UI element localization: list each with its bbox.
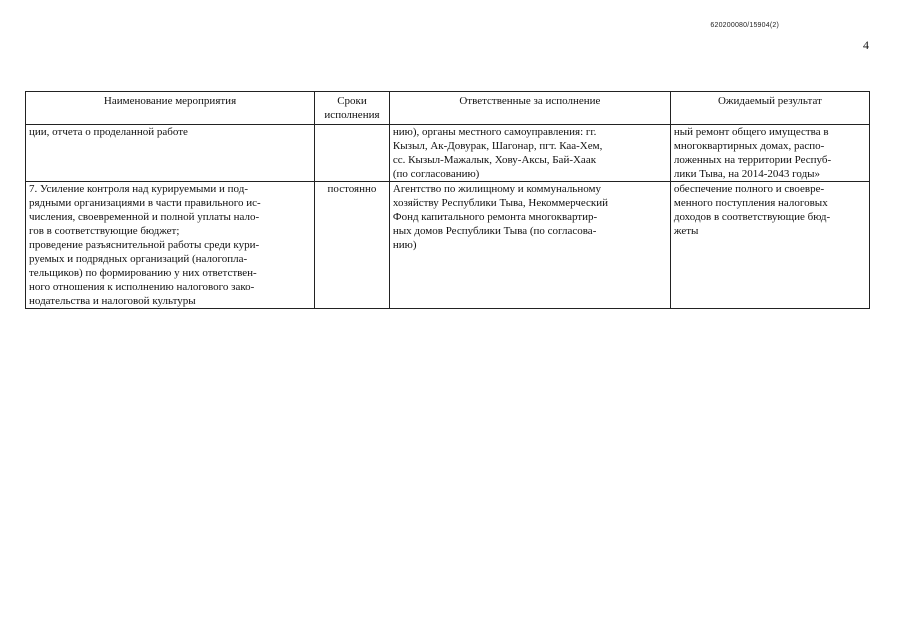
header-responsible: Ответственные за исполнение (389, 92, 670, 125)
events-table (25, 91, 870, 309)
event-name-cell: 7. Усиление контроля над курируемыми и под- рядными организациями в части правильного ис- числения, своевременной и полной уплаты нало- гов в соответствующие бюджет; проведение разъяснительной работы среди кури- руемых и подрядных организаций (налогопла- тельщиков) по формированию у них ответствен- ного отношения к исполнению налогового зако- нодательства и налоговой культуры (26, 182, 315, 309)
header-deadlines: Сроки исполнения (315, 92, 390, 125)
table-row (26, 125, 870, 182)
header-event-name: Наименование мероприятия (26, 92, 315, 125)
deadline-cell (315, 125, 390, 182)
document-code: 620200080/15904(2) (710, 22, 779, 29)
responsible-cell: Агентство по жилищному и коммунальному хозяйству Республики Тыва, Некоммерческий Фонд капитального ремонта многоквартир- ных домов Республики Тыва (по согласова- нию) (389, 182, 670, 309)
responsible-cell: нию), органы местного самоуправления: гг. Кызыл, Ак-Довурак, Шагонар, пгт. Каа-Хем, сс. Кызыл-Мажалык, Хову-Аксы, Бай-Хаак (по согласованию) (389, 125, 670, 182)
page-number: 4 (863, 38, 869, 52)
table-header-row (26, 92, 870, 125)
expected-result-cell: обеспечение полного и своевре- менного поступления налоговых доходов в соответствующие бюд- жеты (670, 182, 869, 309)
header-expected-result: Ожидаемый результат (670, 92, 869, 125)
event-name-cell: ции, отчета о проделанной работе (26, 125, 315, 182)
deadline-cell: постоянно (315, 182, 390, 309)
expected-result-cell: ный ремонт общего имущества в многоквартирных домах, распо- ложенных на территории Респуб- лики Тыва, на 2014-2043 годы» (670, 125, 869, 182)
table-row (26, 182, 870, 309)
